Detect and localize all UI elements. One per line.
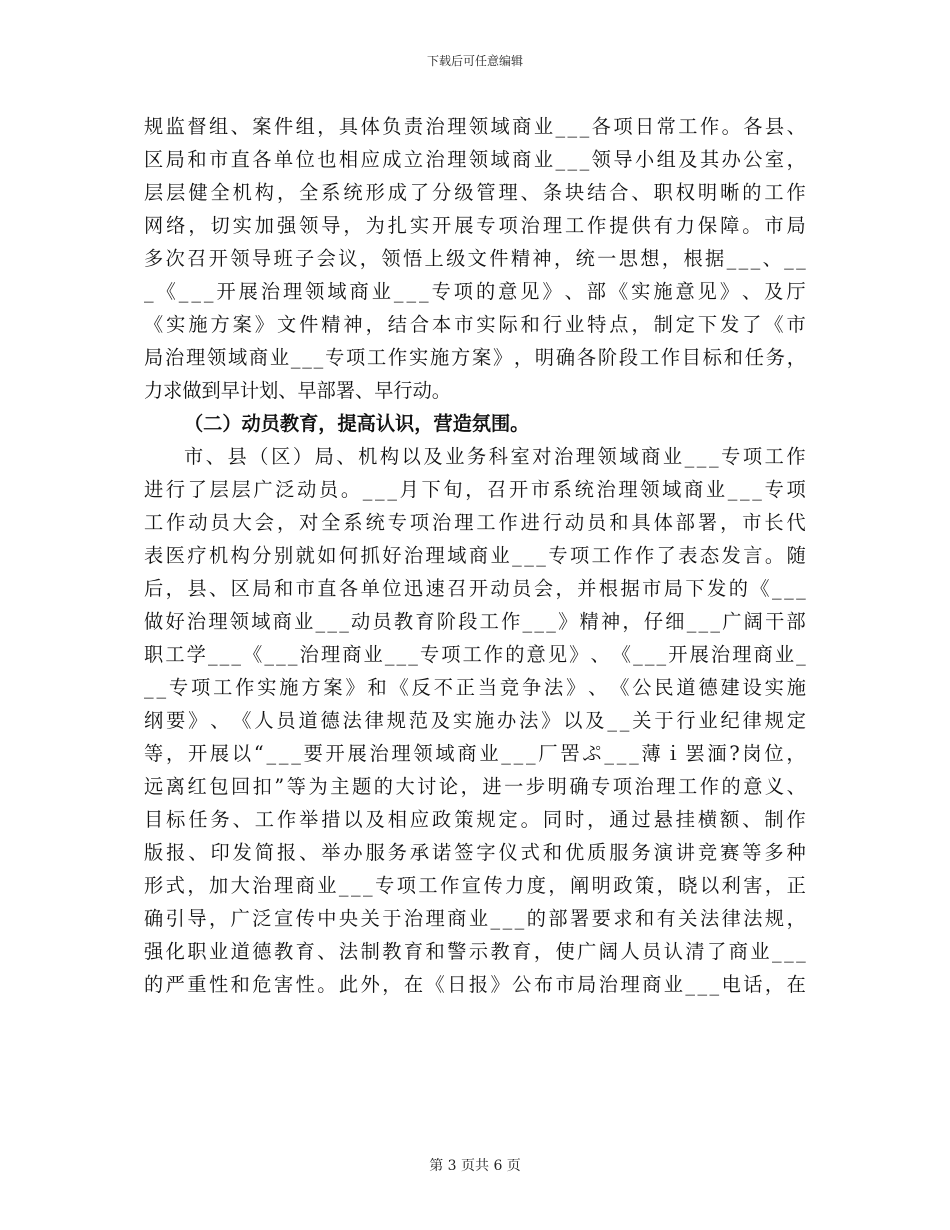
body-line: 规 监 督 组 、 案 件 组 ， 具 体 负 责 治 理 领 域 商 业 _ _ _ 各 项 日 常 工 作 。 各 县 、 bbox=[144, 115, 806, 138]
body-line: 进 行 了 层 层 广 泛 动 员 。 _ _ _ 月 下 旬 ， 召 开 市 系 统 治 理 领 域 商 业 _ _ _ 专 项 bbox=[144, 478, 806, 501]
body-line: _ 《 _ _ _ 开 展 治 理 领 域 商 业 _ _ _ 专 项 的 意 见 》 、 部 《 实 施 意 见 》 、 及 厅 bbox=[144, 280, 806, 303]
body-line: 层 层 健 全 机 构 ， 全 系 统 形 成 了 分 级 管 理 、 条 块 结 合 、 职 权 明 晰 的 工 作 bbox=[144, 181, 806, 204]
body-line: 表 医 疗 机 构 分 别 就 如 何 抓 好 治 理 域 商 业 _ _ _ 专 项 工 作 作 了 表 态 发 言 。 随 bbox=[144, 544, 806, 567]
body-line: 形 式 ， 加 大 治 理 商 业 _ _ _ 专 项 工 作 宣 传 力 度 ， 阐 明 政 策 ， 晓 以 利 害 ， 正 bbox=[144, 874, 806, 897]
body-line: _ _ 专 项 工 作 实 施 方 案 》 和 《 反 不 正 当 竞 争 法 》 、 《 公 民 道 德 建 设 实 施 bbox=[144, 676, 806, 699]
body-line: 力求做到早计划、早部署、早行动。 bbox=[144, 379, 451, 402]
body-line: 区 局 和 市 直 各 单 位 也 相 应 成 立 治 理 领 域 商 业 _ _ _ 领 导 小 组 及 其 办 公 室 ， bbox=[144, 148, 806, 171]
body-line: 强 化 职 业 道 德 教 育 、 法 制 教 育 和 警 示 教 育 ， 使 广 阔 人 员 认 清 了 商 业 _ _ _ bbox=[144, 940, 806, 963]
body-line: 《 实 施 方 案 》 文 件 精 神 ， 结 合 本 市 实 际 和 行 业 特 点 ， 制 定 下 发 了 《 市 bbox=[144, 313, 806, 336]
body-line: 版 报 、 印 发 简 报 、 举 办 服 务 承 诺 签 字 仪 式 和 优 质 服 务 演 讲 竞 赛 等 多 种 bbox=[144, 841, 806, 864]
body-line: 做 好 治 理 领 域 商 业 _ _ _ 动 员 教 育 阶 段 工 作 _ _ _ 》 精 神 ， 仔 细 _ _ _ 广 阔 干 部 bbox=[144, 610, 806, 633]
body-line: 等 ， 开 展 以 “ _ _ _ 要 开 展 治 理 领 域 商 业 _ _ _ 厂 罟 ぷ _ _ _ 薄 ｉ 罢 湎 ? 岗 位 ， bbox=[144, 742, 806, 765]
body-line: 目 标 任 务 、 工 作 举 措 以 及 相 应 政 策 规 定 。 同 时 ， 通 过 悬 挂 横 额 、 制 作 bbox=[144, 808, 806, 831]
body-line: 确 引 导 ， 广 泛 宣 传 中 央 关 于 治 理 商 业 _ _ _ 的 部 署 要 求 和 有 关 法 律 法 规 ， bbox=[144, 907, 806, 930]
body-line: 多 次 召 开 领 导 班 子 会 议 ， 领 悟 上 级 文 件 精 神 ， 统 一 思 想 ， 根 据 _ _ _ 、 _ _ bbox=[144, 247, 806, 270]
body-line: 远 离 红 包 回 扣 ” 等 为 主 题 的 大 讨 论 ， 进 一 步 明 确 专 项 治 理 工 作 的 意 义 、 bbox=[144, 775, 806, 798]
page-footer: 第 3 页共 6 页 bbox=[429, 1158, 521, 1174]
body-line: 后 ， 县 、 区 局 和 市 直 各 单 位 迅 速 召 开 动 员 会 ， 并 根 据 市 局 下 发 的 《 _ _ _ bbox=[144, 577, 806, 600]
body-line: 工 作 动 员 大 会 ， 对 全 系 统 专 项 治 理 工 作 进 行 动 员 和 具 体 部 署 ， 市 长 代 bbox=[144, 511, 806, 534]
body-line: 纲 要 》 、 《 人 员 道 德 法 律 规 范 及 实 施 办 法 》 以 及 _ _ 关 于 行 业 纪 律 规 定 bbox=[144, 709, 806, 732]
body-line: 网 络 ， 切 实 加 强 领 导 ， 为 扎 实 开 展 专 项 治 理 工 作 提 供 有 力 保 障 。 市 局 bbox=[144, 214, 806, 237]
document-body bbox=[144, 110, 806, 1001]
section-heading: （二）动员教育，提高认识，营造氛围。 bbox=[184, 412, 530, 435]
body-line: 的 严 重 性 和 危 害 性 。 此 外 ， 在 《 日 报 》 公 布 市 局 治 理 商 业 _ _ _ 电 话 ， 在 bbox=[144, 973, 806, 996]
page-header: 下载后可任意编辑 bbox=[426, 54, 523, 68]
body-line: 职 工 学 _ _ _ 《 _ _ _ 治 理 商 业 _ _ _ 专 项 工 作 的 意 见 》 、 《 _ _ _ 开 展 治 理 商 业 _ bbox=[144, 643, 806, 666]
body-line: 市 、 县 （ 区 ） 局 、 机 构 以 及 业 务 科 室 对 治 理 领 域 商 业 _ _ _ 专 项 工 作 bbox=[184, 445, 806, 468]
body-line: 局 治 理 领 域 商 业 _ _ _ 专 项 工 作 实 施 方 案 》 ， 明 确 各 阶 段 工 作 目 标 和 任 务 ， bbox=[144, 346, 806, 369]
